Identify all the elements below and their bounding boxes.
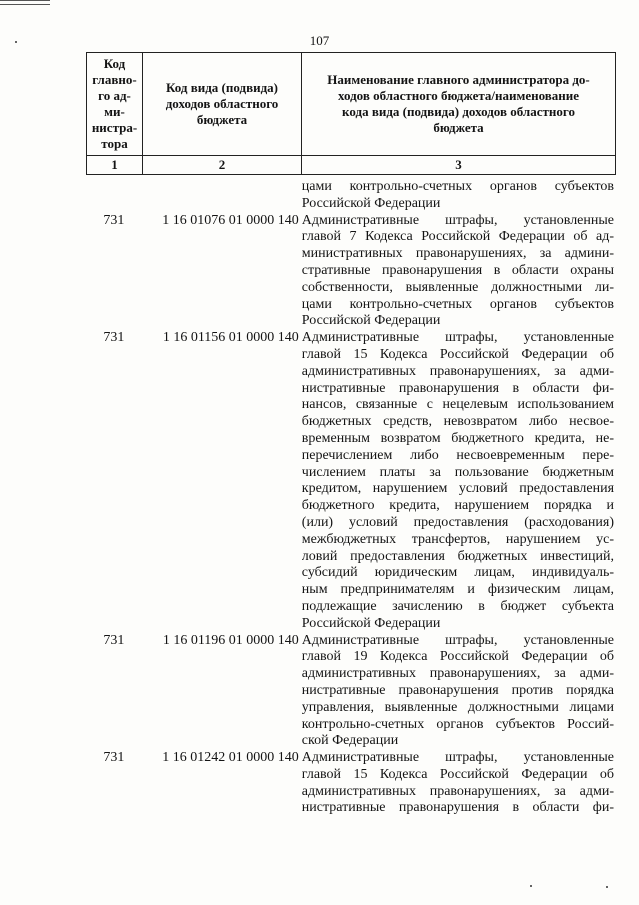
description: Административные штрафы, установленные главой 19 Кодекса Российской Федерации об административных правонарушениях, за адми- нистративные правонарушения против порядка управления, выявленные должностными лицами контрольно-счетных органов субъектов Россий- ской Федерации [301,632,615,749]
table-row [86,633,614,751]
income-code: 1 16 01156 01 0000 140 [162,330,299,346]
admin-code: 731 [103,212,125,228]
header-col3: Наименование главного администратора до- ходов областного бюджета/наименование кода вида (подвида) доходов областного бюджета [302,53,616,156]
scan-speck [530,885,532,887]
header-row [87,53,616,156]
table-header [86,52,616,175]
column-number-2: 2 [143,156,302,175]
admin-code: 731 [103,750,125,766]
description: Административные штрафы, установленные главой 15 Кодекса Российской Федерации об административных правонарушениях, за адми- нистративные правонарушения в области фи- [301,750,615,816]
description: цами контрольно-счетных органов субъектов Российской Федерации [301,179,615,211]
scan-speck [606,886,608,888]
table-row [86,213,614,331]
column-number-row [87,156,616,175]
admin-code [86,179,142,213]
table-body [86,179,614,817]
header-col1: Код главно- го ад- ми- нистра- тора [87,53,143,156]
income-code: 1 16 01076 01 0000 140 [162,212,299,228]
income-code [142,179,302,213]
table-row [86,750,614,817]
header-col2: Код вида (подвида) доходов областного бюджета [143,53,302,156]
page-number: 107 [309,33,330,48]
description: Административные штрафы, установленные главой 7 Кодекса Российской Федерации об ад- министративных правонарушениях, за админи- стративные правонарушения в области охраны собственности, выявленные должностными ли- цами контрольно-счетных органов субъектов Российской Федерации [301,212,615,329]
income-code: 1 16 01196 01 0000 140 [162,632,299,648]
table-row [86,179,614,213]
scan-speck [15,41,17,43]
admin-code: 731 [103,632,125,648]
column-number-3: 3 [302,156,616,175]
admin-code: 731 [103,330,125,346]
income-code: 1 16 01242 01 0000 140 [162,750,299,766]
column-number-1: 1 [87,156,143,175]
scan-corner-mark [0,0,50,5]
table-row [86,330,614,632]
description: Административные штрафы, установленные главой 15 Кодекса Российской Федерации об административных правонарушениях, за адми- нистративные правонарушения в области фи- нансов, связанные с нецелевым использованием бюджетных средств, невозвратом либо несвое- временным возвратом бюджетного кредита, не- перечислением либо несвоевременным пере- числением платы за пользование бюджетным кредитом, нарушением условий предоставления бюджетного кредита, нарушением порядка и (или) условий предоставления (расходования) межбюджетных трансфертов, нарушением ус- ловий предоставления бюджетных инвестиций, субсидий юридическим лицам, индивидуаль- ным предпринимателям и физическим лицам, подлежащие зачислению в бюджет субъекта Российской Федерации [301,330,615,631]
